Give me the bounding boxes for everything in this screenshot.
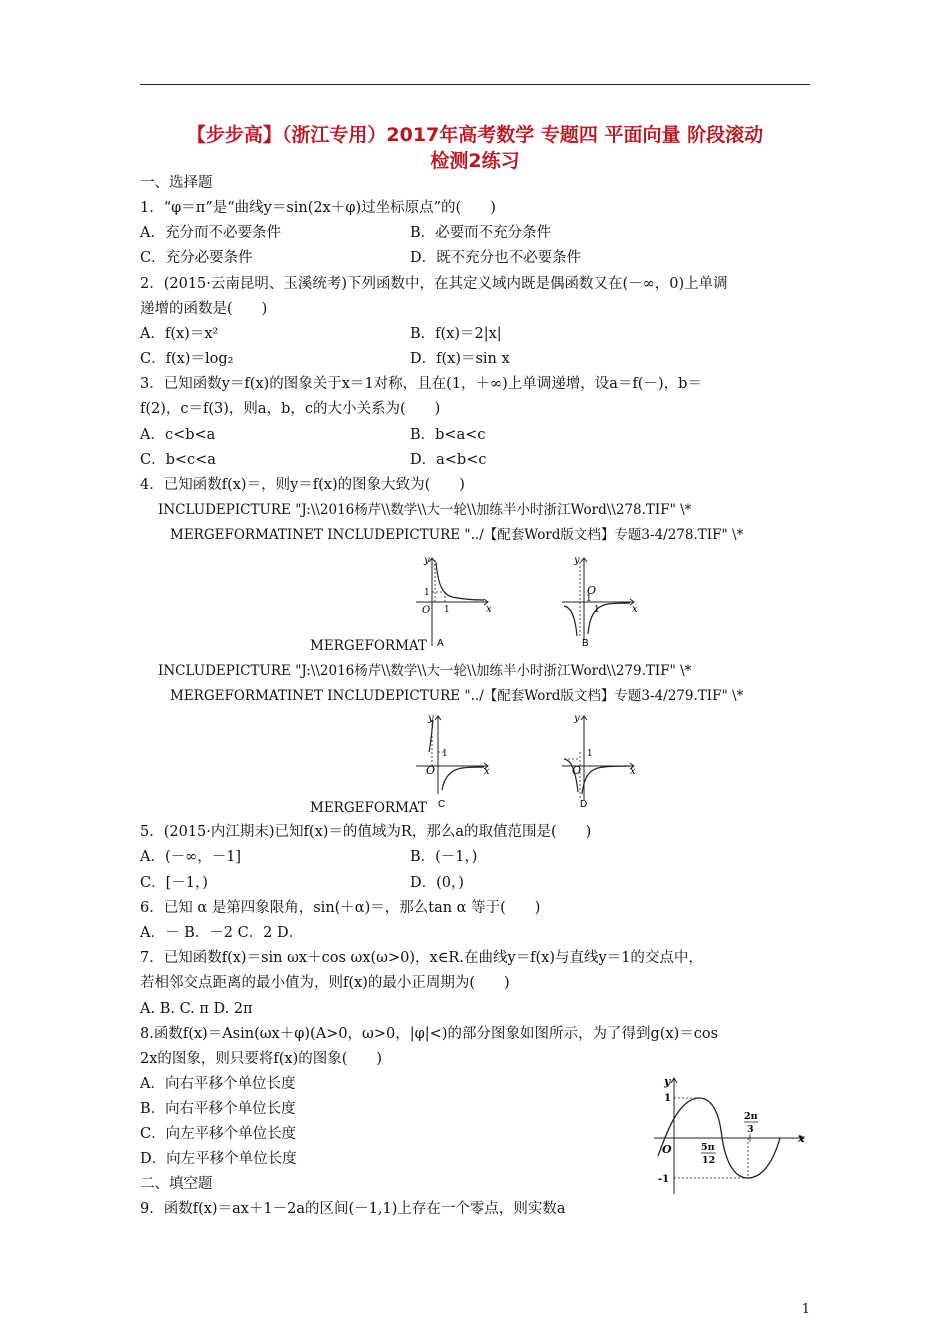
document-title [140,122,810,174]
q6-options: A．－ B．－2 C．2 D． [140,925,304,941]
q4-stem: 4．已知函数f(x)＝，则y＝f(x)的图象大致为( ) [140,477,465,493]
graph-d-y-one: 1 [587,749,593,759]
section-heading-fill: 二、填空题 [140,1176,213,1192]
q8-stem-line1: 8.函数f(x)＝Asin(ωx＋φ)(A>0，ω>0，|φ|<)的部分图象如图所示，为了得到g(x)＝cos [140,1026,719,1042]
q1-option-a: A．充分而不必要条件 [140,225,281,241]
q4-includepicture-1a: INCLUDEPICTURE "J:\\2016杨芹\\数学\\大一轮\\加练半小时浙江Word\\278.TIF" \* [158,502,692,518]
q2-option-a: A．f(x)＝x² [140,326,219,342]
q1-stem: 1．“φ＝π”是“曲线y＝sin(2x＋φ)过坐标原点”的( ) [140,200,496,216]
q3-stem-line2: f(2)，c＝f(3)，则a，b，c的大小关系为( ) [140,401,441,417]
q4-includepicture-1b: MERGEFORMATINET INCLUDEPICTURE "../【配套Word版文档】专题3-4/278.TIF" \* [170,527,744,543]
q5-stem: 5．(2015·内江期末)已知f(x)＝的值域为R，那么a的取值范围是( ) [140,824,592,840]
q9-stem: 9．函数f(x)＝ax＋1－2a的区间(－1,1)上存在一个零点，则实数a [140,1201,566,1217]
sine-y-neg-one: -1 [658,1174,670,1185]
q4-graph-d [558,712,638,810]
graph-b-y-one: 1 [586,594,592,604]
section-heading-choice: 一、选择题 [140,175,213,191]
graph-a-y-label: y [424,555,430,566]
graph-a-y-one: 1 [424,588,430,598]
graph-b-x-label: x [632,604,638,615]
q2-stem-line1: 2．(2015·云南昆明、玉溪统考)下列函数中，在其定义域内既是偶函数又在(－∞，0)上单调 [140,276,728,292]
graph-b-label: B [582,638,589,649]
q6-stem: 6．已知 α 是第四象限角，sin(＋α)＝，那么tan α 等于( ) [140,900,541,916]
q1-option-d: D．既不充分也不必要条件 [410,250,582,266]
sine-tick1-denominator: 12 [702,1155,716,1166]
sine-origin: O [662,1143,672,1156]
graph-a-label: A [437,638,444,649]
sine-y-one: 1 [664,1093,671,1104]
graph-a-x-label: x [486,604,492,615]
q5-option-d: D．(0，) [410,875,464,891]
q4-includepicture-2b: MERGEFORMATINET INCLUDEPICTURE "../【配套Word版文档】专题3-4/279.TIF" \* [170,688,744,704]
graph-d-x-label: x [630,766,636,777]
q1-option-b: B．必要而不充分条件 [410,225,552,241]
q7-stem-line2: 若相邻交点距离的最小值为，则f(x)的最小正周期为( ) [140,975,510,991]
q1-option-c: C．充分必要条件 [140,250,253,266]
q8-option-a: A．向右平移个单位长度 [140,1076,296,1092]
sine-y-label: y [664,1075,671,1088]
q3-option-c: C．b<c<a [140,452,216,468]
graph-b-x-one: 1 [594,605,600,615]
q5-option-a: A．(－∞，－1] [140,849,242,865]
graph-d-label: D [580,799,588,810]
q2-option-c: C．f(x)＝log₂ [140,351,234,367]
graph-d-origin: O [572,764,582,777]
graph-c-y-one: 1 [442,749,448,759]
q4-includepicture-2a: INCLUDEPICTURE "J:\\2016杨芹\\数学\\大一轮\\加练半小时浙江Word\\279.TIF" \* [158,663,692,679]
q2-option-d: D．f(x)＝sin x [410,351,510,367]
q3-option-b: B．b<a<c [410,427,486,443]
graph-d-y-label: y [574,713,580,724]
q8-option-b: B．向右平移个单位长度 [140,1101,296,1117]
graph-c-y-label: y [428,713,434,724]
page-number: 1 [801,1302,810,1317]
q8-sine-graph [652,1074,812,1198]
q4-mergeformat-1: MERGEFORMAT [310,638,427,654]
graph-b-y-label: y [574,555,580,566]
title-line-1: 【步步高】（浙江专用）2017年高考数学 专题四 平面向量 阶段滚动 [186,124,764,146]
sine-x-label: x [798,1132,805,1145]
q3-option-d: D．a<b<c [410,452,487,468]
graph-c-x-label: x [484,766,490,777]
q4-mergeformat-2: MERGEFORMAT [310,800,427,816]
sine-tick1-numerator: 5π [701,1142,715,1153]
graph-c-origin: O [426,764,436,777]
q3-stem-line1: 3．已知函数y＝f(x)的图象关于x＝1对称，且在(1，＋∞)上单调递增，设a＝f(－)，b＝ [140,376,702,392]
q4-graph-a [412,554,492,650]
q8-stem-line2: 2x的图象，则只要将f(x)的图象( ) [140,1051,383,1067]
title-line-2: 检测2练习 [430,150,520,172]
q5-option-b: B．(－1，) [410,849,478,865]
sine-tick2-numerator: 2π [744,1111,758,1122]
q8-option-c: C．向左平移个单位长度 [140,1126,297,1142]
q7-stem-line1: 7．已知函数f(x)＝sin ωx＋cos ωx(ω>0)，x∈R.在曲线y＝f(x)与直线y＝1的交点中， [140,950,703,966]
q8-option-d: D．向左平移个单位长度 [140,1151,297,1167]
graph-b-origin: O [587,584,597,597]
graph-a-x-one: 1 [444,605,450,615]
q4-graph-b [558,554,638,650]
q4-graph-c [412,712,492,810]
q5-option-c: C．[－1，) [140,875,208,891]
q7-options: A. B. C. π D. 2π [140,1001,253,1017]
q2-stem-line2: 递增的函数是( ) [140,301,268,317]
graph-c-label: C [438,799,446,810]
sine-tick2-denominator: 3 [747,1124,754,1135]
q3-option-a: A．c<b<a [140,427,216,443]
header-rule [140,84,810,85]
graph-a-origin: O [422,605,431,616]
q2-option-b: B．f(x)＝2|x| [410,326,502,342]
